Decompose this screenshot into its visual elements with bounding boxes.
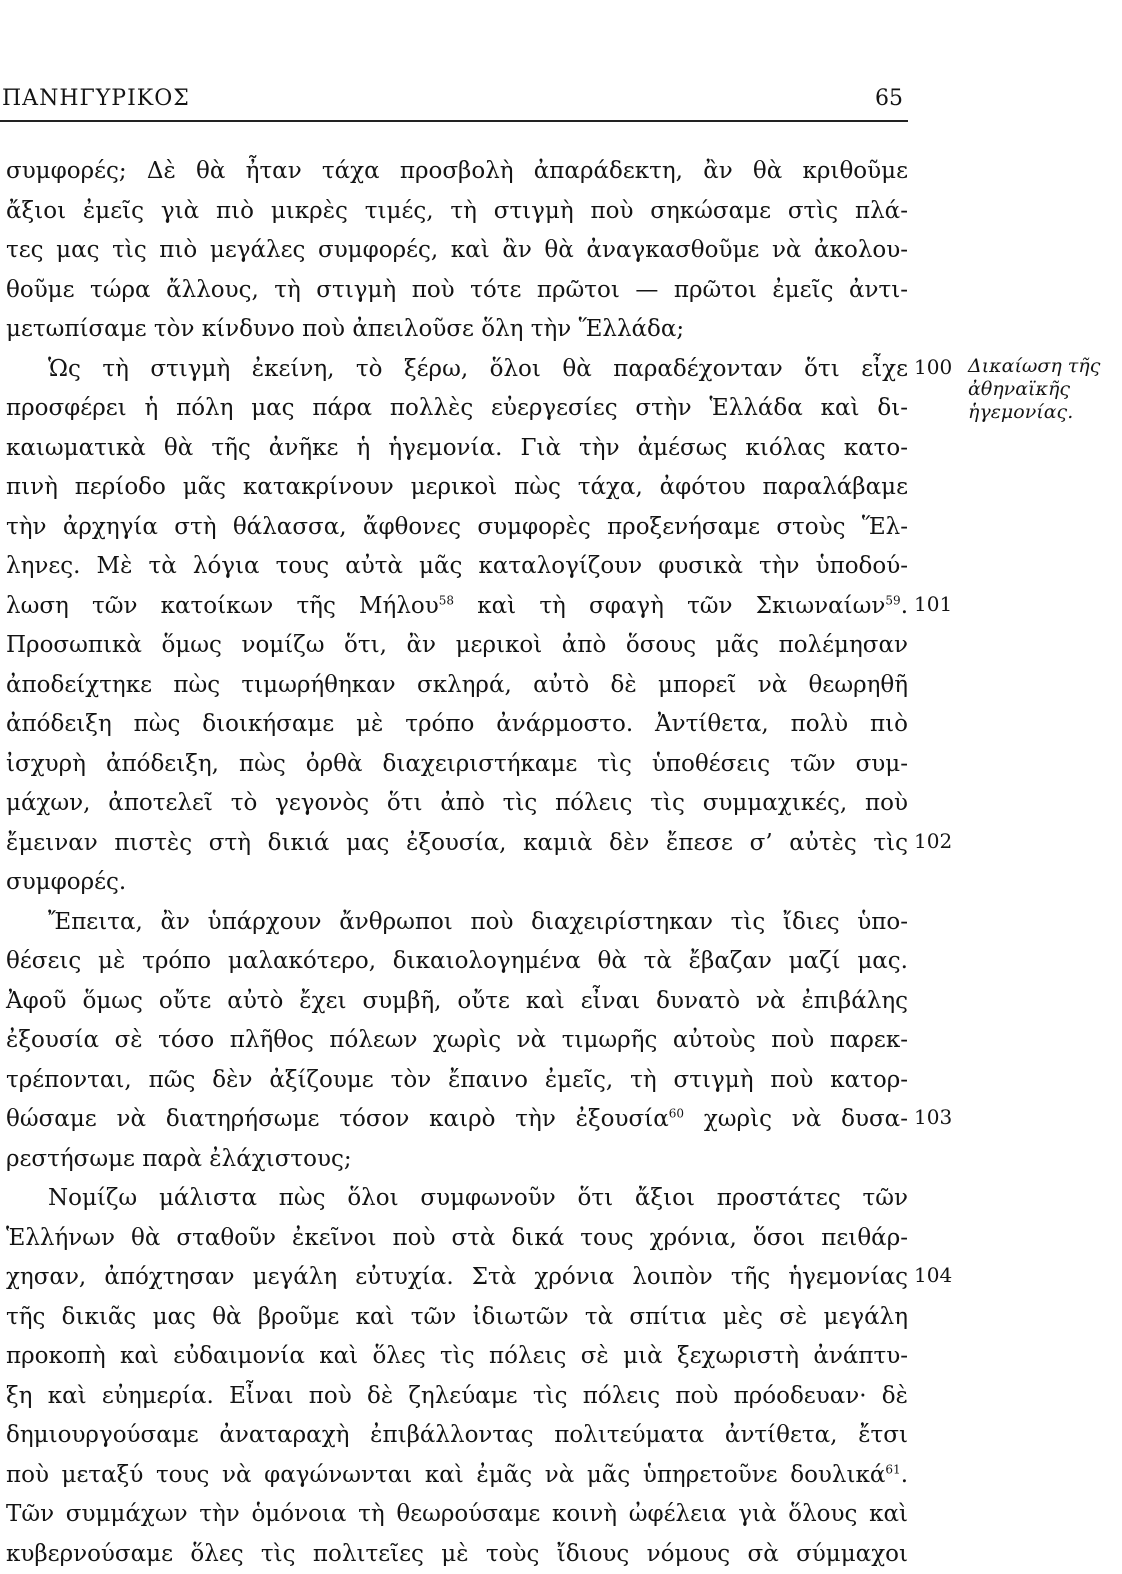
text-line: πινὴ περίοδο μᾶς κατακρίνουν μερικοὶ πὼς τάχα, ἀφότου παραλάβαμε [6,468,908,508]
text-line: Ἔπειτα, ἂν ὑπάρχουν ἄνθρωποι ποὺ διαχειρίστηκαν τὶς ἴδιες ὑπο- [6,903,908,943]
text-line: ληνες. Μὲ τὰ λόγια τους αὐτὰ μᾶς καταλογίζουν φυσικὰ τὴν ὑποδού- [6,547,908,587]
text-line: ξη καὶ εὐημερία. Εἶναι ποὺ δὲ ζηλεύαμε τὶς πόλεις ποὺ πρόοδευαν· δὲ [6,1377,908,1417]
text-line: καιωματικὰ θὰ τῆς ἀνῆκε ἡ ἡγεμονία. Γιὰ τὴν ἀμέσως κιόλας κατο- [6,429,908,469]
text-line: δημιουργούσαμε ἀναταραχὴ ἐπιβάλλοντας πολιτεύματα ἀντίθετα, ἔτσι [6,1416,908,1456]
text-line [6,1456,908,1496]
text-line: ἀπόδειξη πὼς διοικήσαμε μὲ τρόπο ἀνάρμοστο. Ἀντίθετα, πολὺ πιὸ [6,705,908,745]
text-line: θέσεις μὲ τρόπο μαλακότερο, δικαιολογημένα θὰ τὰ ἔβαζαν μαζί μας. [6,942,908,982]
line-segment: χωρὶς νὰ δυσα- [684,1106,908,1132]
section-number: 101 [914,592,952,616]
header-rule [0,120,908,122]
footnote-marker: 61 [885,1462,900,1476]
text-line: προκοπὴ καὶ εὐδαιμονία καὶ ὅλες τὶς πόλεις σὲ μιὰ ξεχωριστὴ ἀνάπτυ- [6,1337,908,1377]
period: . [901,1462,908,1488]
text-line: ἔμειναν πιστὲς στὴ δικιά μας ἐξουσία, καμιὰ δὲν ἔπεσε σ’ αὐτὲς τὶς [6,824,908,864]
footnote-marker: 58 [439,593,454,607]
text-line: τες μας τὶς πιὸ μεγάλες συμφορές, καὶ ἂν θὰ ἀναγκασθοῦμε νὰ ἀκολου- [6,231,908,271]
section-number: 103 [914,1105,952,1129]
line-segment: λωση τῶν κατοίκων τῆς Μήλου [6,593,439,619]
text-line: μετωπίσαμε τὸν κίνδυνο ποὺ ἀπειλοῦσε ὅλη τὴν Ἕλλάδα; [6,310,908,350]
text-line: Ἑλλήνων θὰ σταθοῦν ἐκεῖνοι ποὺ στὰ δικά τους χρόνια, ὅσοι πειθάρ- [6,1219,908,1259]
text-line: κυβερνούσαμε ὅλες τὶς πολιτεῖες μὲ τοὺς ἴδιους νόμους σὰ σύμμαχοι [6,1535,908,1574]
text-line: ἀποδείχτηκε πὼς τιμωρήθηκαν σκληρά, αὐτὸ δὲ μπορεῖ νὰ θεωρηθῆ [6,666,908,706]
margin-note [968,355,1118,424]
text-line: τῆς δικιᾶς μας θὰ βροῦμε καὶ τῶν ἰδιωτῶν τὰ σπίτια μὲς σὲ μεγάλη [6,1298,908,1338]
text-line: συμφορές; Δὲ θὰ ἦταν τάχα προσβολὴ ἀπαράδεκτη, ἂν θὰ κριθοῦμε [6,152,908,192]
text-line: Προσωπικὰ ὅμως νομίζω ὅτι, ἂν μερικοὶ ἀπὸ ὅσους μᾶς πολέμησαν [6,626,908,666]
text-line: Τῶν συμμάχων τὴν ὁμόνοια τὴ θεωρούσαμε κοινὴ ὠφέλεια γιὰ ὅλους καὶ [6,1495,908,1535]
running-header-title: ΠΑΝΗΓΥΡΙΚΟΣ [2,86,190,111]
section-number: 102 [914,829,952,853]
line-segment: θώσαμε νὰ διατηρήσωμε τόσον καιρὸ τὴν ἐξουσία [6,1106,669,1132]
text-line: συμφορές. [6,863,908,903]
text-line: προσφέρει ἡ πόλη μας πάρα πολλὲς εὐεργεσίες στὴν Ἑλλάδα καὶ δι- [6,389,908,429]
margin-note-line: ἀθηναϊκῆς [968,378,1118,401]
text-line: τρέπονται, πῶς δὲν ἀξίζουμε τὸν ἔπαινο ἐμεῖς, τὴ στιγμὴ ποὺ κατορ- [6,1061,908,1101]
section-number: 100 [914,355,952,379]
text-line: θοῦμε τώρα ἄλλους, τὴ στιγμὴ ποὺ τότε πρῶτοι — πρῶτοι ἐμεῖς ἀντι- [6,271,908,311]
text-line: Ὡς τὴ στιγμὴ ἐκείνη, τὸ ξέρω, ὅλοι θὰ παραδέχονταν ὅτι εἶχε [6,350,908,390]
text-line [6,587,908,627]
text-line: ἄξιοι ἐμεῖς γιὰ πιὸ μικρὲς τιμές, τὴ στιγμὴ ποὺ σηκώσαμε στὶς πλά- [6,192,908,232]
section-number: 104 [914,1263,952,1287]
text-line: Ἀφοῦ ὅμως οὔτε αὐτὸ ἔχει συμβῆ, οὔτε καὶ εἶναι δυνατὸ νὰ ἐπιβάλης [6,982,908,1022]
footnote-marker: 60 [669,1106,684,1120]
text-line: ἰσχυρὴ ἀπόδειξη, πὼς ὀρθὰ διαχειριστήκαμε τὶς ὑποθέσεις τῶν συμ- [6,745,908,785]
body-text [6,152,908,1574]
margin-note-line: Δικαίωση τῆς [968,355,1118,378]
text-line: Νομίζω μάλιστα πὼς ὅλοι συμφωνοῦν ὅτι ἄξιοι προστάτες τῶν [6,1179,908,1219]
line-segment: καὶ τὴ σφαγὴ τῶν Σκιωναίων [454,593,885,619]
margin-note-line: ἡγεμονίας. [968,401,1118,424]
text-line: μάχων, ἀποτελεῖ τὸ γεγονὸς ὅτι ἀπὸ τὶς πόλεις τὶς συμμαχικές, ποὺ [6,784,908,824]
text-line: ρεστήσωμε παρὰ ἐλάχιστους; [6,1140,908,1180]
text-line: χησαν, ἀπόχτησαν μεγάλη εὐτυχία. Στὰ χρόνια λοιπὸν τῆς ἡγεμονίας [6,1258,908,1298]
footnote-marker: 59 [885,593,900,607]
page-number: 65 [875,86,903,111]
line-segment: ποὺ μεταξύ τους νὰ φαγώνωνται καὶ ἐμᾶς νὰ μᾶς ὑπηρετοῦνε δουλικά [6,1462,885,1488]
text-line: τὴν ἀρχηγία στὴ θάλασσα, ἄφθονες συμφορὲς προξενήσαμε στοὺς Ἕλ- [6,508,908,548]
text-line [6,1100,908,1140]
period: . [901,593,908,619]
text-line: ἐξουσία σὲ τόσο πλῆθος πόλεων χωρὶς νὰ τιμωρῆς αὐτοὺς ποὺ παρεκ- [6,1021,908,1061]
